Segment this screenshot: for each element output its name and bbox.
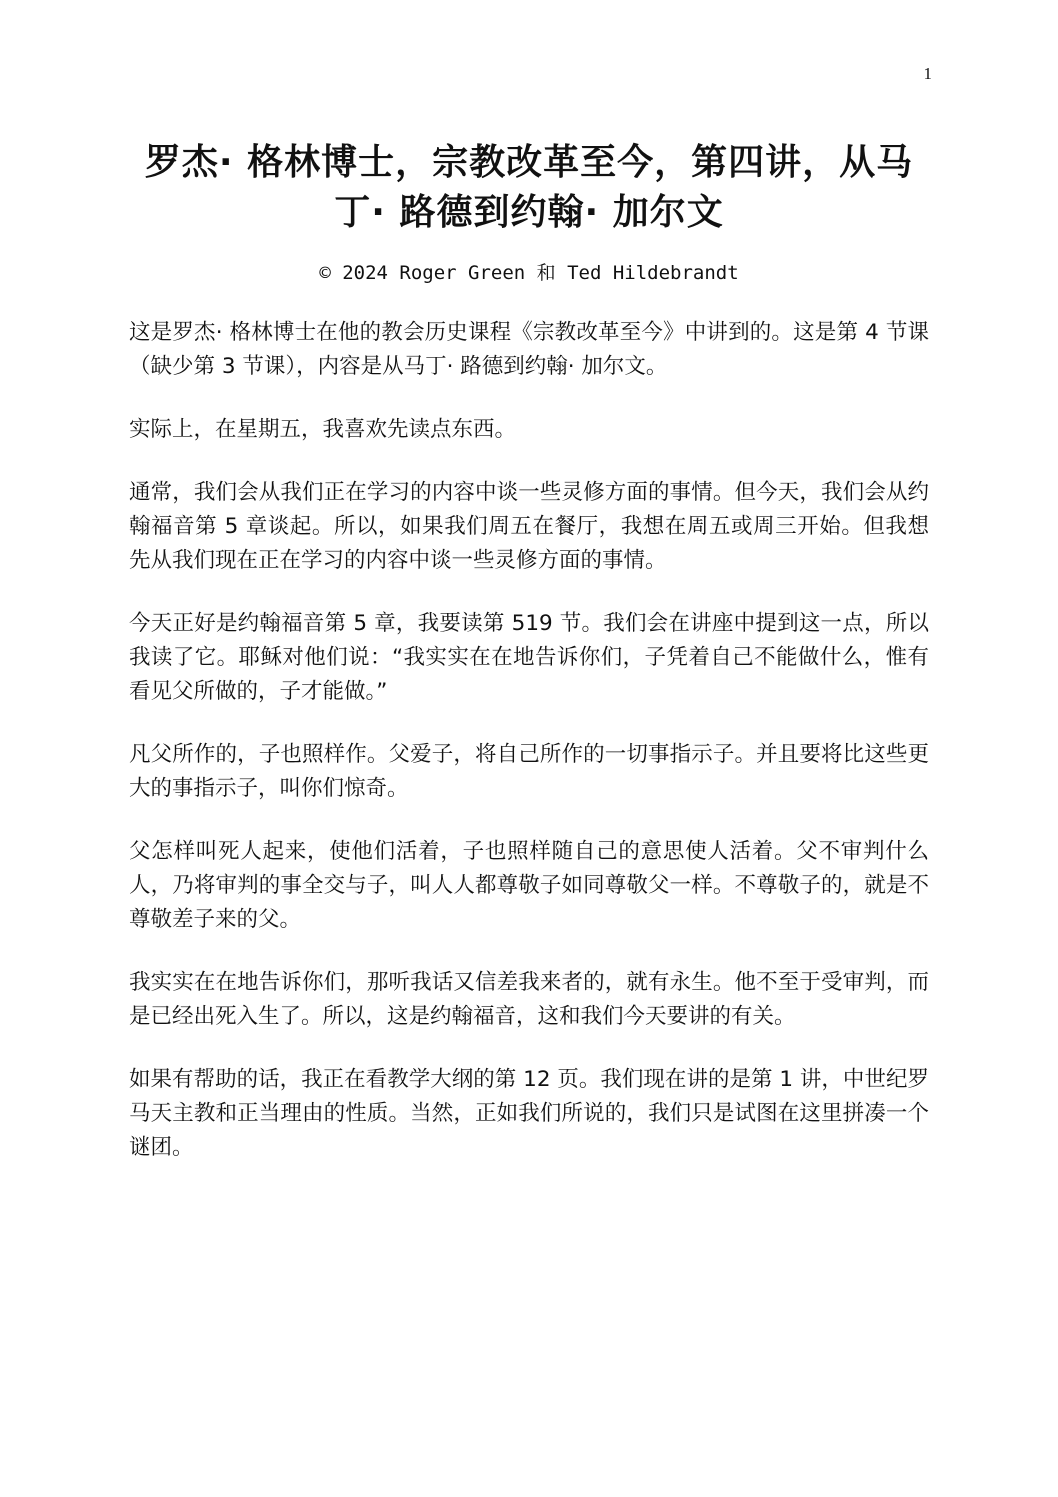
document-title: 罗杰· 格林博士，宗教改革至今，第四讲，从马丁· 路德到约翰· 加尔文 bbox=[144, 142, 914, 233]
paragraph: 实际上，在星期五，我喜欢先读点东西。 bbox=[129, 417, 517, 442]
paragraph: 这是罗杰· 格林博士在他的教会历史课程《宗教改革至今》中讲到的。这是第 4 节课（缺少第 3 节课），内容是从马丁· 路德到约翰· 加尔文。 bbox=[129, 320, 929, 379]
paragraph: 今天正好是约翰福音第 5 章，我要读第 519 节。我们会在讲座中提到这一点，所以我读了它。耶稣对他们说：“我实实在在地告诉你们，子凭着自己不能做什么，惟有看见父所做的，子才能做。” bbox=[129, 611, 929, 704]
paragraph: 凡父所作的，子也照样作。父爱子，将自己所作的一切事指示子。并且要将比这些更大的事指示子，叫你们惊奇。 bbox=[129, 742, 929, 801]
paragraph: 父怎样叫死人起来，使他们活着，子也照样随自己的意思使人活着。父不审判什么人，乃将审判的事全交与子，叫人人都尊敬子如同尊敬父一样。不尊敬子的，就是不尊敬差子来的父。 bbox=[129, 839, 929, 932]
paragraph: 通常，我们会从我们正在学习的内容中谈一些灵修方面的事情。但今天，我们会从约翰福音第 5 章谈起。所以，如果我们周五在餐厅，我想在周五或周三开始。但我想先从我们现在正在学习的内容中谈一些灵修方面的事情。 bbox=[129, 480, 929, 573]
paragraph: 如果有帮助的话，我正在看教学大纲的第 12 页。我们现在讲的是第 1 讲，中世纪罗马天主教和正当理由的性质。当然，正如我们所说的，我们只是试图在这里拼凑一个谜团。 bbox=[129, 1067, 929, 1160]
copyright-line: © 2024 Roger Green 和 Ted Hildebrandt bbox=[319, 262, 739, 284]
page-number: 1 bbox=[923, 64, 932, 83]
paragraph: 我实实在在地告诉你们，那听我话又信差我来者的，就有永生。他不至于受审判，而是已经出死入生了。所以，这是约翰福音，这和我们今天要讲的有关。 bbox=[129, 970, 929, 1029]
body-text bbox=[129, 316, 929, 1194]
